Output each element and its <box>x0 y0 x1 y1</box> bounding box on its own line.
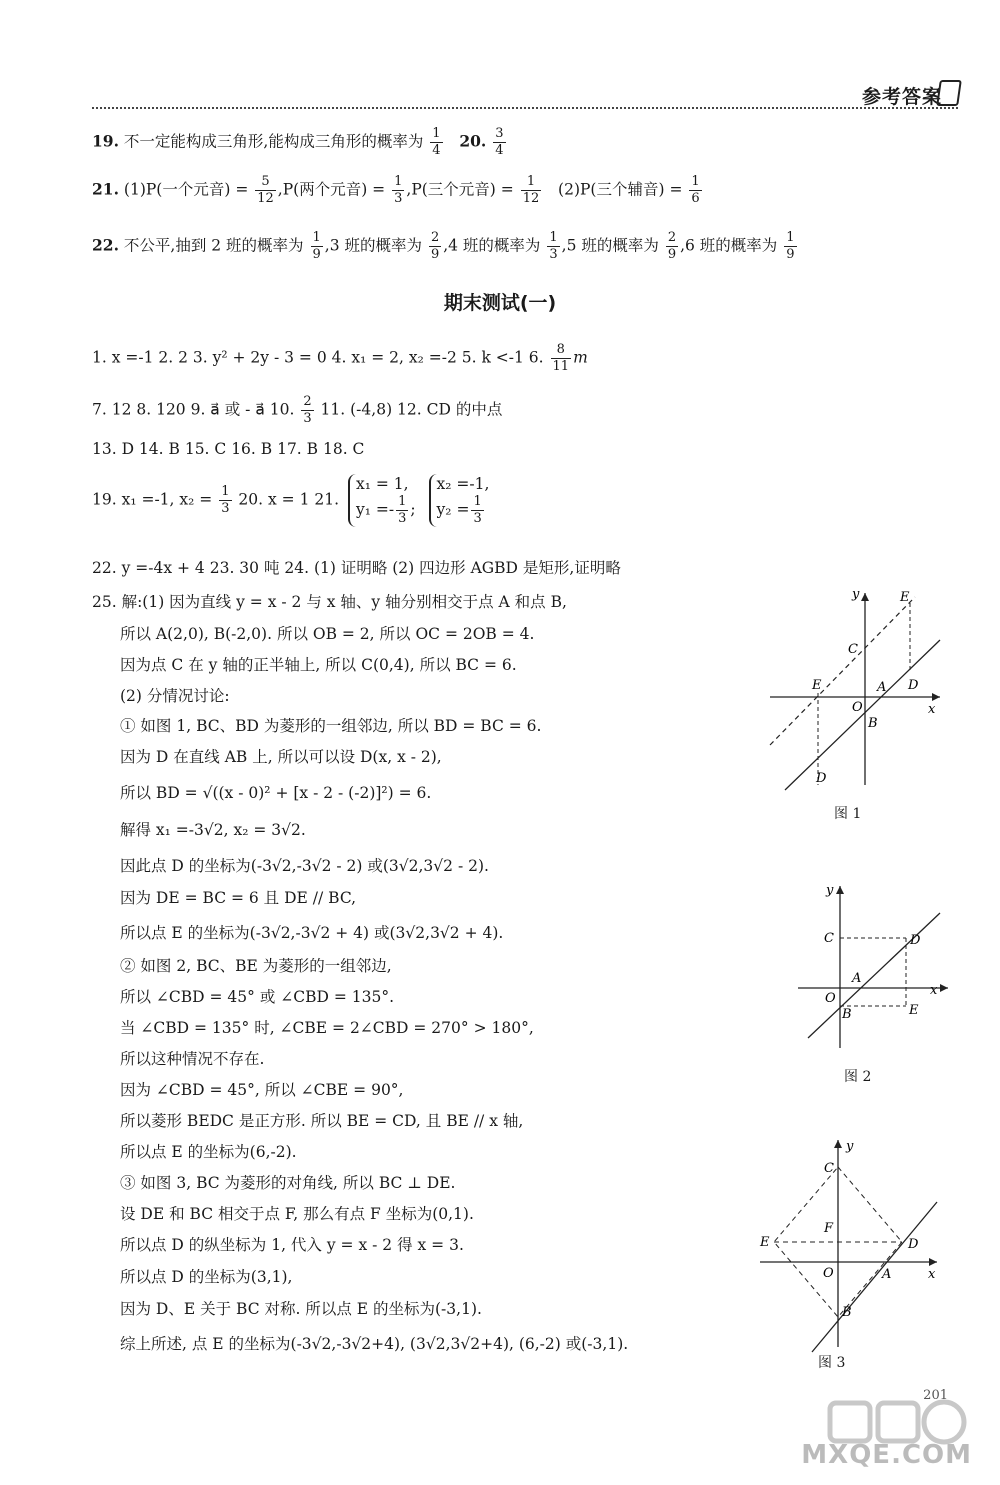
solution-line: (2) 分情况讨论: <box>120 687 230 705</box>
solution-line: 所以点 D 的纵坐标为 1, 代入 y = x - 2 得 x = 3. <box>120 1236 464 1254</box>
q21-frac4: $\frac{1}{6}$ <box>691 174 700 206</box>
q22-part5: ,6 班的概率为 <box>680 236 778 255</box>
figure-2 <box>790 878 960 1058</box>
solution-line: 所以点 D 的坐标为(3,1), <box>120 1268 293 1286</box>
fig2-label-x: x <box>930 983 938 998</box>
header-dotted-rule <box>92 107 958 109</box>
solution-line: 所以 ∠CBD = 45° 或 ∠CBD = 135°. <box>120 988 395 1006</box>
solution-line: 所以菱形 BEDC 是正方形. 所以 BE = CD, 且 BE // x 轴, <box>120 1112 524 1130</box>
q19-text: 不一定能构成三角形,能构成三角形的概率为 <box>123 132 424 151</box>
fig3-label-y: y <box>846 1139 854 1154</box>
solution-line: 综上所述, 点 E 的坐标为(-3√2,-3√2+4), (3√2,3√2+4), (6,-2) 或(-3,1). <box>120 1335 629 1353</box>
q6-fraction: $\frac{8}{11}$ <box>552 342 570 374</box>
watermark-text: MXQE.COM <box>801 1440 972 1470</box>
solution-line: 25. 解:(1) 因为直线 y = x - 2 与 x 轴、y 轴分别相交于点 A 和点 B, <box>92 593 567 611</box>
q21-part1: (1)P(一个元音) = <box>123 180 249 199</box>
solution-line: 因为点 C 在 y 轴的正半轴上, 所以 C(0,4), 所以 BC = 6. <box>120 656 517 674</box>
answers-row-5 <box>92 556 621 578</box>
fig2-label-o: O <box>825 991 836 1006</box>
x-axis-arrow <box>940 984 948 992</box>
fig2-label-b: B <box>842 1007 852 1022</box>
answers-row-4 <box>92 474 493 527</box>
figure-1 <box>760 585 960 805</box>
y-axis-arrow <box>861 593 869 601</box>
q22-part1: 不公平,抽到 2 班的概率为 <box>123 236 304 255</box>
figure-3 <box>752 1132 952 1357</box>
fig1-label-y: y <box>852 587 860 602</box>
answer-21 <box>92 174 704 207</box>
q21-number: 21. <box>92 179 119 199</box>
fig3-label-c: C <box>824 1161 834 1176</box>
q21-frac3: $\frac{1}{12}$ <box>522 174 540 206</box>
figure-1-caption: 图 1 <box>834 806 862 822</box>
fig1-label-x: x <box>928 702 936 717</box>
y-axis-arrow <box>834 1140 842 1148</box>
fig1-label-e1: E <box>812 678 822 693</box>
system-solution-2: x₂ =-1, y₂ = $\frac{1}{3}$ <box>429 474 490 527</box>
q22-frac5: $\frac{1}{9}$ <box>786 230 795 262</box>
solution-line: 所以 A(2,0), B(-2,0). 所以 OB = 2, 所以 OC = 2OB = 4. <box>120 625 535 643</box>
answers-row-1 <box>92 342 588 375</box>
fig1-label-c: C <box>848 642 858 657</box>
q21-part4: (2)P(三个辅音) = <box>558 180 683 199</box>
fig1-label-d2: D <box>816 771 827 786</box>
solution-line: 所以点 E 的坐标为(-3√2,-3√2 + 4) 或(3√2,3√2 + 4). <box>120 924 504 942</box>
fig2-label-d: D <box>910 933 921 948</box>
answers-row-2-text: 7. 12 8. 120 9. a⃗ 或 - a⃗ 10. <box>92 400 295 419</box>
y-axis-arrow <box>836 886 844 894</box>
solution-line: 所以 BD = √((x - 0)² + [x - 2 - (-2)]²) = 6. <box>120 784 432 802</box>
line-ce <box>770 597 915 745</box>
fig3-label-b: B <box>842 1305 852 1320</box>
q21-frac2: $\frac{1}{3}$ <box>394 174 403 206</box>
fig3-label-a: A <box>882 1267 892 1282</box>
q19-fraction: $\frac{1}{4}$ <box>432 126 441 158</box>
fig3-label-o: O <box>823 1266 834 1281</box>
q21-frac1: $\frac{5}{12}$ <box>257 174 274 206</box>
fig3-label-f: F <box>824 1221 834 1236</box>
q22-number: 22. <box>92 235 119 255</box>
x-axis-arrow <box>929 1258 937 1266</box>
answers-row-2 <box>92 394 502 427</box>
q22-frac4: $\frac{2}{9}$ <box>667 230 677 262</box>
fig2-label-y: y <box>826 883 834 898</box>
solution-line: 因为 DE = BC = 6 且 DE // BC, <box>120 889 357 907</box>
solution-line: 所以这种情况不存在. <box>120 1050 265 1068</box>
solution-line: 因此点 D 的坐标为(-3√2,-3√2 - 2) 或(3√2,3√2 - 2). <box>120 857 489 875</box>
answer-22 <box>92 230 799 263</box>
q22-frac1: $\frac{1}{9}$ <box>312 230 321 262</box>
answer-19-20 <box>92 126 508 159</box>
q22-part2: ,3 班的概率为 <box>324 236 422 255</box>
fig2-label-e: E <box>909 1003 919 1018</box>
figure-3-caption: 图 3 <box>818 1355 846 1371</box>
figure-2-caption: 图 2 <box>844 1069 872 1085</box>
page-number: 201 <box>923 1388 948 1403</box>
fig3-label-e: E <box>760 1235 770 1250</box>
q20-number: 20. <box>459 131 487 151</box>
solution-line: ① 如图 1, BC、BD 为菱形的一组邻边, 所以 BD = BC = 6. <box>120 717 542 735</box>
solution-line: ② 如图 2, BC、BE 为菱形的一组邻边, <box>120 957 392 975</box>
header-label: 参考答案 <box>861 86 942 108</box>
q22-part3: ,4 班的概率为 <box>443 236 541 255</box>
q22-part4: ,5 班的概率为 <box>561 236 659 255</box>
solution-line: 因为 ∠CBD = 45°, 所以 ∠CBE = 90°, <box>120 1081 404 1099</box>
page-corner-icon <box>936 80 962 106</box>
answers-row-2-tail: 11. (-4,8) 12. CD 的中点 <box>315 400 503 419</box>
q10-fraction: $\frac{2}{3}$ <box>303 394 312 426</box>
solution-line: 所以点 E 的坐标为(6,-2). <box>120 1143 297 1161</box>
fig1-label-d1: D <box>908 678 919 693</box>
q20-fraction: $\frac{3}{4}$ <box>495 126 504 158</box>
fig1-label-b: B <box>868 716 878 731</box>
q20-q21-label: 20. x = 1 21. <box>233 490 340 509</box>
solution-line: 因为 D 在直线 AB 上, 所以可以设 D(x, x - 2), <box>120 748 442 766</box>
q19-number: 19. <box>92 131 119 151</box>
solution-line: ③ 如图 3, BC 为菱形的对角线, 所以 BC ⊥ DE. <box>120 1174 456 1192</box>
solution-line: 解得 x₁ =-3√2, x₂ = 3√2. <box>120 821 306 839</box>
answers-row-3 <box>92 440 364 458</box>
system-solution-1: x₁ = 1, y₁ =- $\frac{1}{3}$ ; <box>348 474 416 527</box>
answers-row-3-text: 13. D 14. B 15. C 16. B 17. B 18. C <box>92 440 365 458</box>
q21-part3: ,P(三个元音) = <box>406 180 514 199</box>
fig3-label-x: x <box>928 1267 936 1282</box>
q22-frac3: $\frac{1}{3}$ <box>549 230 558 262</box>
fig3-label-d: D <box>908 1237 919 1252</box>
fig1-label-e2: E <box>900 590 910 605</box>
solution-line: 当 ∠CBD = 135° 时, ∠CBE = 2∠CBD = 270° > 180°, <box>120 1019 534 1037</box>
fig2-label-c: C <box>824 931 834 946</box>
fig1-label-a: A <box>877 680 887 695</box>
answers-row-5-text: 22. y =-4x + 4 23. 30 吨 24. (1) 证明略 (2) 四边形 AGBD 是矩形,证明略 <box>92 559 621 577</box>
solution-line: 因为 D、E 关于 BC 对称. 所以点 E 的坐标为(-3,1). <box>120 1300 482 1318</box>
q19-answer: 19. x₁ =-1, x₂ = <box>92 490 213 509</box>
q22-frac2: $\frac{2}{9}$ <box>430 230 440 262</box>
q6-unit: m <box>573 348 588 367</box>
section-title: 期末测试(一) <box>443 292 557 314</box>
line-ab <box>785 640 940 790</box>
q21-part2: ,P(两个元音) = <box>277 180 386 199</box>
solution-line: 设 DE 和 BC 相交于点 F, 那么有点 F 坐标为(0,1). <box>120 1205 474 1223</box>
answers-row-1-text: 1. x =-1 2. 2 3. y² + 2y - 3 = 0 4. x₁ = 2, x₂ =-2 5. k <-1 6. <box>92 348 544 367</box>
x-axis-arrow <box>932 693 940 701</box>
fig1-label-o: O <box>852 700 863 715</box>
fig2-label-a: A <box>852 971 862 986</box>
q19-answer-fraction: $\frac{1}{3}$ <box>221 484 230 516</box>
